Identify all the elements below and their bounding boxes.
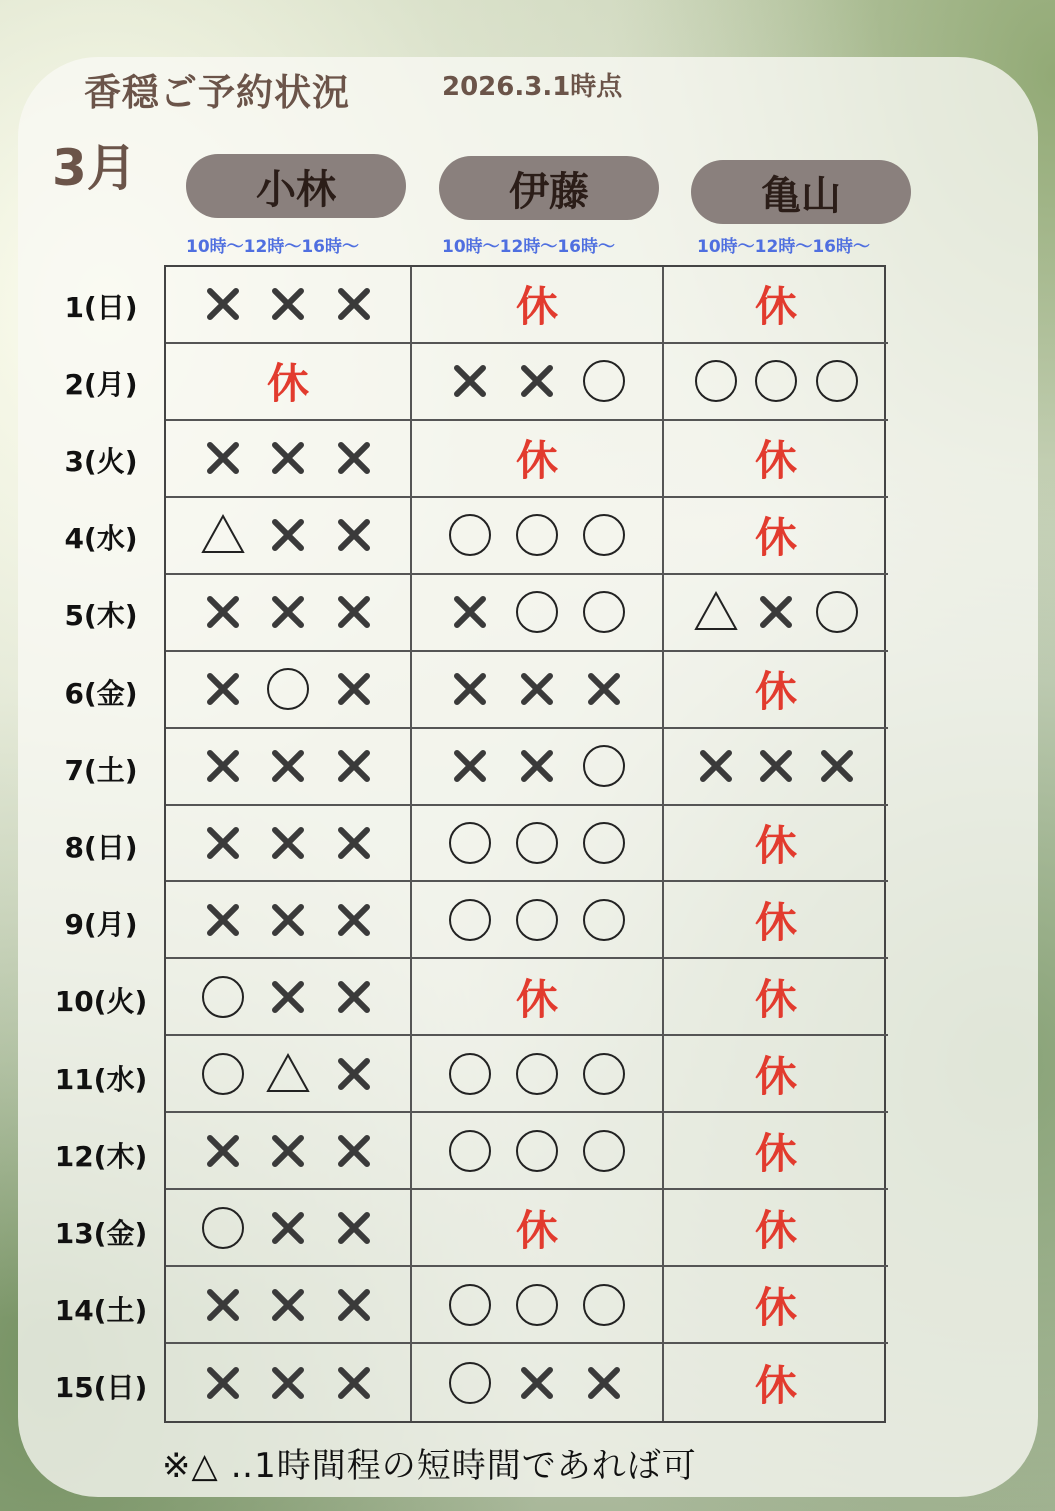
booked-x-icon [693, 743, 739, 789]
available-circle-icon [200, 1205, 246, 1251]
schedule-cell [412, 1113, 664, 1190]
schedule-cell [664, 959, 888, 1036]
booked-x-icon [200, 1282, 246, 1328]
booked-x-icon [200, 820, 246, 866]
booked-x-icon [200, 435, 246, 481]
available-circle-icon [581, 358, 627, 404]
schedule-cell [166, 882, 412, 959]
schedule-cell [412, 729, 664, 806]
booked-x-icon [331, 1360, 377, 1406]
booked-x-icon [331, 1128, 377, 1174]
booked-x-icon [581, 666, 627, 712]
available-circle-icon [693, 358, 739, 404]
schedule-cell [412, 882, 664, 959]
schedule-cell [412, 806, 664, 883]
limited-triangle-icon [200, 512, 246, 558]
day-label: 12(木) [54, 1139, 148, 1173]
schedule-cell [166, 1113, 412, 1190]
booked-x-icon [514, 1360, 560, 1406]
schedule-cell [664, 1113, 888, 1190]
booked-x-icon [331, 743, 377, 789]
available-circle-icon [200, 1051, 246, 1097]
day-label: 9(月) [64, 908, 138, 942]
limited-triangle-icon [265, 1051, 311, 1097]
booked-x-icon [753, 743, 799, 789]
day-off-label: 休 [515, 974, 558, 1024]
day-label: 1(日) [64, 290, 138, 324]
schedule-cell [664, 267, 888, 344]
time-slots-kameyama: 10時〜12時〜16時〜 [697, 237, 870, 257]
booked-x-icon [514, 743, 560, 789]
booked-x-icon [200, 281, 246, 327]
booked-x-icon [331, 281, 377, 327]
day-off-label: 休 [754, 1205, 797, 1255]
available-circle-icon [581, 589, 627, 635]
available-circle-icon [200, 974, 246, 1020]
schedule-cell [664, 575, 888, 652]
day-off-label: 休 [515, 1205, 558, 1255]
booked-x-icon [200, 743, 246, 789]
day-off-label: 休 [754, 667, 797, 717]
booked-x-icon [265, 1360, 311, 1406]
available-circle-icon [581, 512, 627, 558]
day-label: 11(水) [54, 1062, 148, 1096]
schedule-cell [664, 344, 888, 421]
available-circle-icon [447, 512, 493, 558]
schedule-cell [166, 344, 412, 421]
booked-x-icon [200, 589, 246, 635]
day-off-label: 休 [754, 897, 797, 947]
booked-x-icon [331, 820, 377, 866]
booked-x-icon [265, 743, 311, 789]
schedule-cell [166, 267, 412, 344]
day-label: 15(日) [54, 1371, 148, 1405]
booked-x-icon [265, 1205, 311, 1251]
booked-x-icon [581, 1360, 627, 1406]
booked-x-icon [265, 897, 311, 943]
day-off-label: 休 [515, 436, 558, 486]
booked-x-icon [514, 358, 560, 404]
available-circle-icon [514, 1051, 560, 1097]
booked-x-icon [265, 512, 311, 558]
staff-header-kobayashi: 小林 [186, 154, 406, 218]
time-slots-kobayashi: 10時〜12時〜16時〜 [186, 237, 359, 257]
available-circle-icon [447, 820, 493, 866]
booked-x-icon [200, 897, 246, 943]
available-circle-icon [581, 1128, 627, 1174]
day-off-label: 休 [266, 359, 309, 409]
schedule-cell [412, 498, 664, 575]
schedule-cell [166, 1267, 412, 1344]
booked-x-icon [331, 1282, 377, 1328]
available-circle-icon [814, 358, 860, 404]
booked-x-icon [331, 1051, 377, 1097]
available-circle-icon [514, 512, 560, 558]
booked-x-icon [265, 974, 311, 1020]
day-label: 5(木) [64, 599, 138, 633]
day-label: 4(水) [64, 522, 138, 556]
available-circle-icon [581, 1051, 627, 1097]
schedule-cell [664, 1036, 888, 1113]
available-circle-icon [447, 1128, 493, 1174]
schedule-cell [166, 806, 412, 883]
schedule-cell [166, 498, 412, 575]
schedule-cell [664, 1344, 888, 1421]
day-label: 10(火) [54, 985, 148, 1019]
schedule-cell [412, 575, 664, 652]
schedule-cell [664, 652, 888, 729]
booked-x-icon [265, 1128, 311, 1174]
booked-x-icon [200, 1128, 246, 1174]
day-off-label: 休 [754, 1282, 797, 1332]
schedule-cell [166, 421, 412, 498]
booked-x-icon [331, 589, 377, 635]
day-label: 8(日) [64, 831, 138, 864]
schedule-cell [412, 652, 664, 729]
schedule-cell [166, 652, 412, 729]
day-label: 7(土) [64, 753, 138, 787]
booked-x-icon [814, 743, 860, 789]
schedule-cell [166, 959, 412, 1036]
schedule-cell [166, 1344, 412, 1421]
page-title: 香穏ご予約状況 [84, 71, 350, 114]
available-circle-icon [814, 589, 860, 635]
booked-x-icon [265, 281, 311, 327]
available-circle-icon [447, 897, 493, 943]
schedule-cell [412, 1344, 664, 1421]
booked-x-icon [265, 589, 311, 635]
available-circle-icon [514, 1282, 560, 1328]
schedule-cell [412, 1036, 664, 1113]
available-circle-icon [514, 820, 560, 866]
day-label: 6(金) [64, 676, 138, 710]
day-off-label: 休 [754, 513, 797, 563]
schedule-cell [412, 1267, 664, 1344]
booked-x-icon [265, 435, 311, 481]
time-slots-ito: 10時〜12時〜16時〜 [442, 237, 615, 257]
booked-x-icon [514, 666, 560, 712]
booked-x-icon [753, 589, 799, 635]
available-circle-icon [753, 358, 799, 404]
staff-header-kameyama: 亀山 [691, 160, 911, 224]
booked-x-icon [200, 666, 246, 712]
schedule-cell [664, 421, 888, 498]
day-off-label: 休 [754, 820, 797, 870]
month-label: 3月 [52, 139, 137, 197]
day-off-label: 休 [754, 1128, 797, 1178]
schedule-cell [664, 1267, 888, 1344]
booked-x-icon [447, 743, 493, 789]
schedule-cell [664, 729, 888, 806]
schedule-cell [664, 806, 888, 883]
booked-x-icon [447, 589, 493, 635]
schedule-cell [166, 1036, 412, 1113]
day-off-label: 休 [754, 974, 797, 1024]
available-circle-icon [581, 1282, 627, 1328]
schedule-cell [166, 1190, 412, 1267]
available-circle-icon [514, 1128, 560, 1174]
booked-x-icon [331, 435, 377, 481]
day-off-label: 休 [754, 282, 797, 332]
footnote: ※△ ‥1時間程の短時間であれば可 [162, 1446, 697, 1486]
day-label: 13(金) [54, 1217, 148, 1250]
booked-x-icon [331, 666, 377, 712]
available-circle-icon [265, 666, 311, 712]
available-circle-icon [581, 743, 627, 789]
as-of-date: 2026.3.1時点 [442, 72, 623, 102]
day-off-label: 休 [754, 436, 797, 486]
booked-x-icon [447, 358, 493, 404]
available-circle-icon [447, 1360, 493, 1406]
schedule-cell [412, 344, 664, 421]
booked-x-icon [331, 897, 377, 943]
booked-x-icon [200, 1360, 246, 1406]
available-circle-icon [581, 820, 627, 866]
day-label: 2(月) [64, 367, 138, 401]
schedule-cell [166, 729, 412, 806]
available-circle-icon [514, 897, 560, 943]
schedule-cell [664, 882, 888, 959]
day-off-label: 休 [754, 1360, 797, 1410]
availability-grid [164, 265, 886, 1423]
available-circle-icon [514, 589, 560, 635]
schedule-cell [412, 421, 664, 498]
available-circle-icon [581, 897, 627, 943]
schedule-cell [664, 1190, 888, 1267]
day-off-label: 休 [754, 1051, 797, 1101]
booked-x-icon [331, 974, 377, 1020]
schedule-cell [412, 267, 664, 344]
booked-x-icon [265, 820, 311, 866]
booked-x-icon [331, 1205, 377, 1251]
day-off-label: 休 [515, 282, 558, 332]
limited-triangle-icon [693, 589, 739, 635]
schedule-cell [664, 498, 888, 575]
booked-x-icon [331, 512, 377, 558]
available-circle-icon [447, 1051, 493, 1097]
staff-header-ito: 伊藤 [439, 156, 659, 220]
schedule-cell [412, 959, 664, 1036]
booked-x-icon [265, 1282, 311, 1328]
available-circle-icon [447, 1282, 493, 1328]
day-label: 3(火) [64, 445, 138, 478]
day-label: 14(土) [54, 1294, 148, 1328]
schedule-cell [412, 1190, 664, 1267]
booked-x-icon [447, 666, 493, 712]
schedule-cell [166, 575, 412, 652]
